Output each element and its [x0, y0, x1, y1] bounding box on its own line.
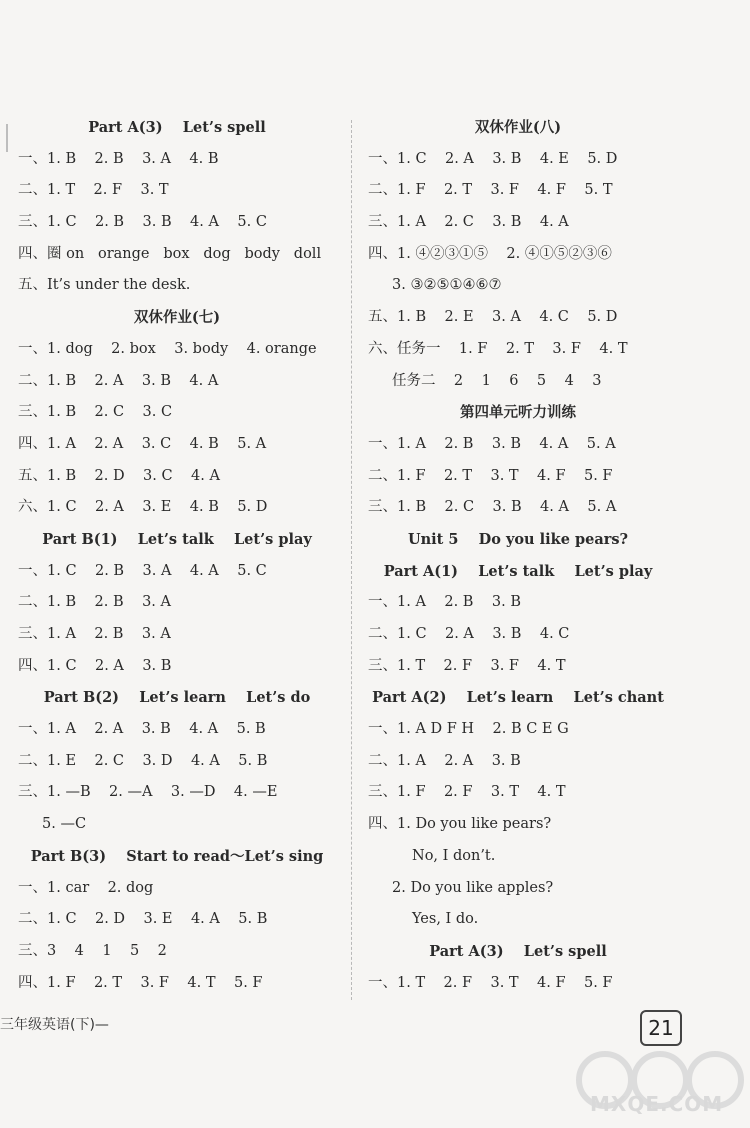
section-heading: 双休作业(七): [133, 309, 221, 327]
section-heading: Part A(3) Let’s spell: [429, 942, 607, 960]
answer-line: 5. —C: [42, 816, 87, 833]
answer-line: 四、圈 on orange box dog body doll: [18, 245, 322, 262]
answer-line: 三、1. A 2. B 3. A: [18, 626, 171, 642]
answer-line: 二、1. F 2. T 3. T 4. F 5. F: [368, 467, 613, 484]
answer-line: 一、1. A D F H 2. B C E G: [368, 721, 569, 738]
answer-line: Yes, I do.: [412, 911, 479, 928]
answer-line: 二、1. F 2. T 3. F 4. F 5. T: [368, 182, 613, 199]
page-number: 21: [640, 1010, 682, 1046]
answer-line: 二、1. B 2. A 3. B 4. A: [18, 372, 219, 389]
answer-line: 四、1. F 2. T 3. F 4. T 5. F: [18, 974, 263, 991]
section-heading: 第四单元听力训练: [460, 404, 576, 422]
answer-line: 六、任务一 1. F 2. T 3. F 4. T: [368, 340, 628, 357]
section-heading: Unit 5 Do you like pears?: [407, 530, 629, 548]
left-answer-column: [18, 112, 336, 999]
answer-line: 一、1. dog 2. box 3. body 4. orange: [18, 340, 317, 357]
answer-line: 二、1. E 2. C 3. D 4. A 5. B: [18, 752, 268, 769]
answer-line: 四、1. A 2. A 3. C 4. B 5. A: [18, 435, 267, 452]
answer-line: 一、1. B 2. B 3. A 4. B: [18, 150, 219, 167]
section-heading: 双休作业(八): [474, 119, 562, 136]
answer-line: 一、1. C 2. A 3. B 4. E 5. D: [368, 150, 618, 167]
answer-line: 三、1. —B 2. —A 3. —D 4. —E: [18, 784, 278, 801]
answer-line: 一、1. A 2. A 3. B 4. A 5. B: [18, 721, 266, 738]
answer-line: 六、1. C 2. A 3. E 4. B 5. D: [18, 499, 268, 516]
answer-line: 二、1. C 2. A 3. B 4. C: [368, 626, 570, 642]
answer-line: 一、1. T 2. F 3. T 4. F 5. F: [368, 974, 613, 991]
answer-line: 一、1. A 2. B 3. B: [368, 594, 521, 611]
section-heading: Part A(3) Let’s spell: [88, 119, 266, 136]
section-heading: Part B(3) Start to read～Let’s sing: [30, 847, 324, 865]
answer-line: 三、1. T 2. F 3. F 4. T: [368, 657, 566, 674]
answer-line: 3. ③②⑤①④⑥⑦: [392, 277, 502, 294]
margin-mark: [6, 124, 8, 152]
section-heading: Part A(2) Let’s learn Let’s chant: [372, 689, 664, 707]
answer-line: 一、1. C 2. B 3. A 4. A 5. C: [18, 562, 267, 579]
watermark-site-text: MXQE.COM: [590, 1092, 724, 1116]
answer-line: 任务二 2 1 6 5 4 3: [392, 372, 602, 389]
section-heading: Part B(1) Let’s talk Let’s play: [42, 530, 312, 548]
right-answer-column: [368, 112, 668, 999]
column-divider: [351, 120, 352, 1000]
answer-line: 五、1. B 2. E 3. A 4. C 5. D: [368, 309, 618, 326]
answer-line: 三、1. B 2. C 3. B 4. A 5. A: [368, 499, 617, 516]
answer-line: 一、1. car 2. dog: [18, 879, 154, 896]
footer-book-title: 三年级英语(下)—: [0, 1017, 109, 1033]
answer-line: 三、1. A 2. C 3. B 4. A: [368, 214, 569, 231]
answer-line: 四、1. Do you like pears?: [368, 816, 552, 833]
answer-line: No, I don’t.: [412, 847, 496, 864]
answer-line: 二、1. T 2. F 3. T: [18, 182, 169, 199]
answer-line: 五、It’s under the desk.: [18, 277, 191, 294]
answer-line: 2. Do you like apples?: [392, 879, 554, 896]
answer-line: 二、1. B 2. B 3. A: [18, 594, 171, 611]
answer-line: 三、3 4 1 5 2: [18, 942, 167, 959]
answer-line: 二、1. A 2. A 3. B: [368, 752, 521, 769]
answer-line: 三、1. F 2. F 3. T 4. T: [368, 784, 566, 801]
answer-line: 四、1. C 2. A 3. B: [18, 657, 172, 674]
answer-line: 一、1. A 2. B 3. B 4. A 5. A: [368, 435, 616, 452]
section-heading: Part A(1) Let’s talk Let’s play: [383, 562, 653, 580]
answer-line: 二、1. C 2. D 3. E 4. A 5. B: [18, 911, 268, 928]
answer-line: 四、1. ④②③①⑤ 2. ④①⑤②③⑥: [368, 245, 612, 262]
section-heading: Part B(2) Let’s learn Let’s do: [43, 689, 311, 707]
answer-line: 五、1. B 2. D 3. C 4. A: [18, 467, 220, 484]
answer-line: 三、1. B 2. C 3. C: [18, 404, 173, 421]
answer-line: 三、1. C 2. B 3. B 4. A 5. C: [18, 214, 267, 231]
